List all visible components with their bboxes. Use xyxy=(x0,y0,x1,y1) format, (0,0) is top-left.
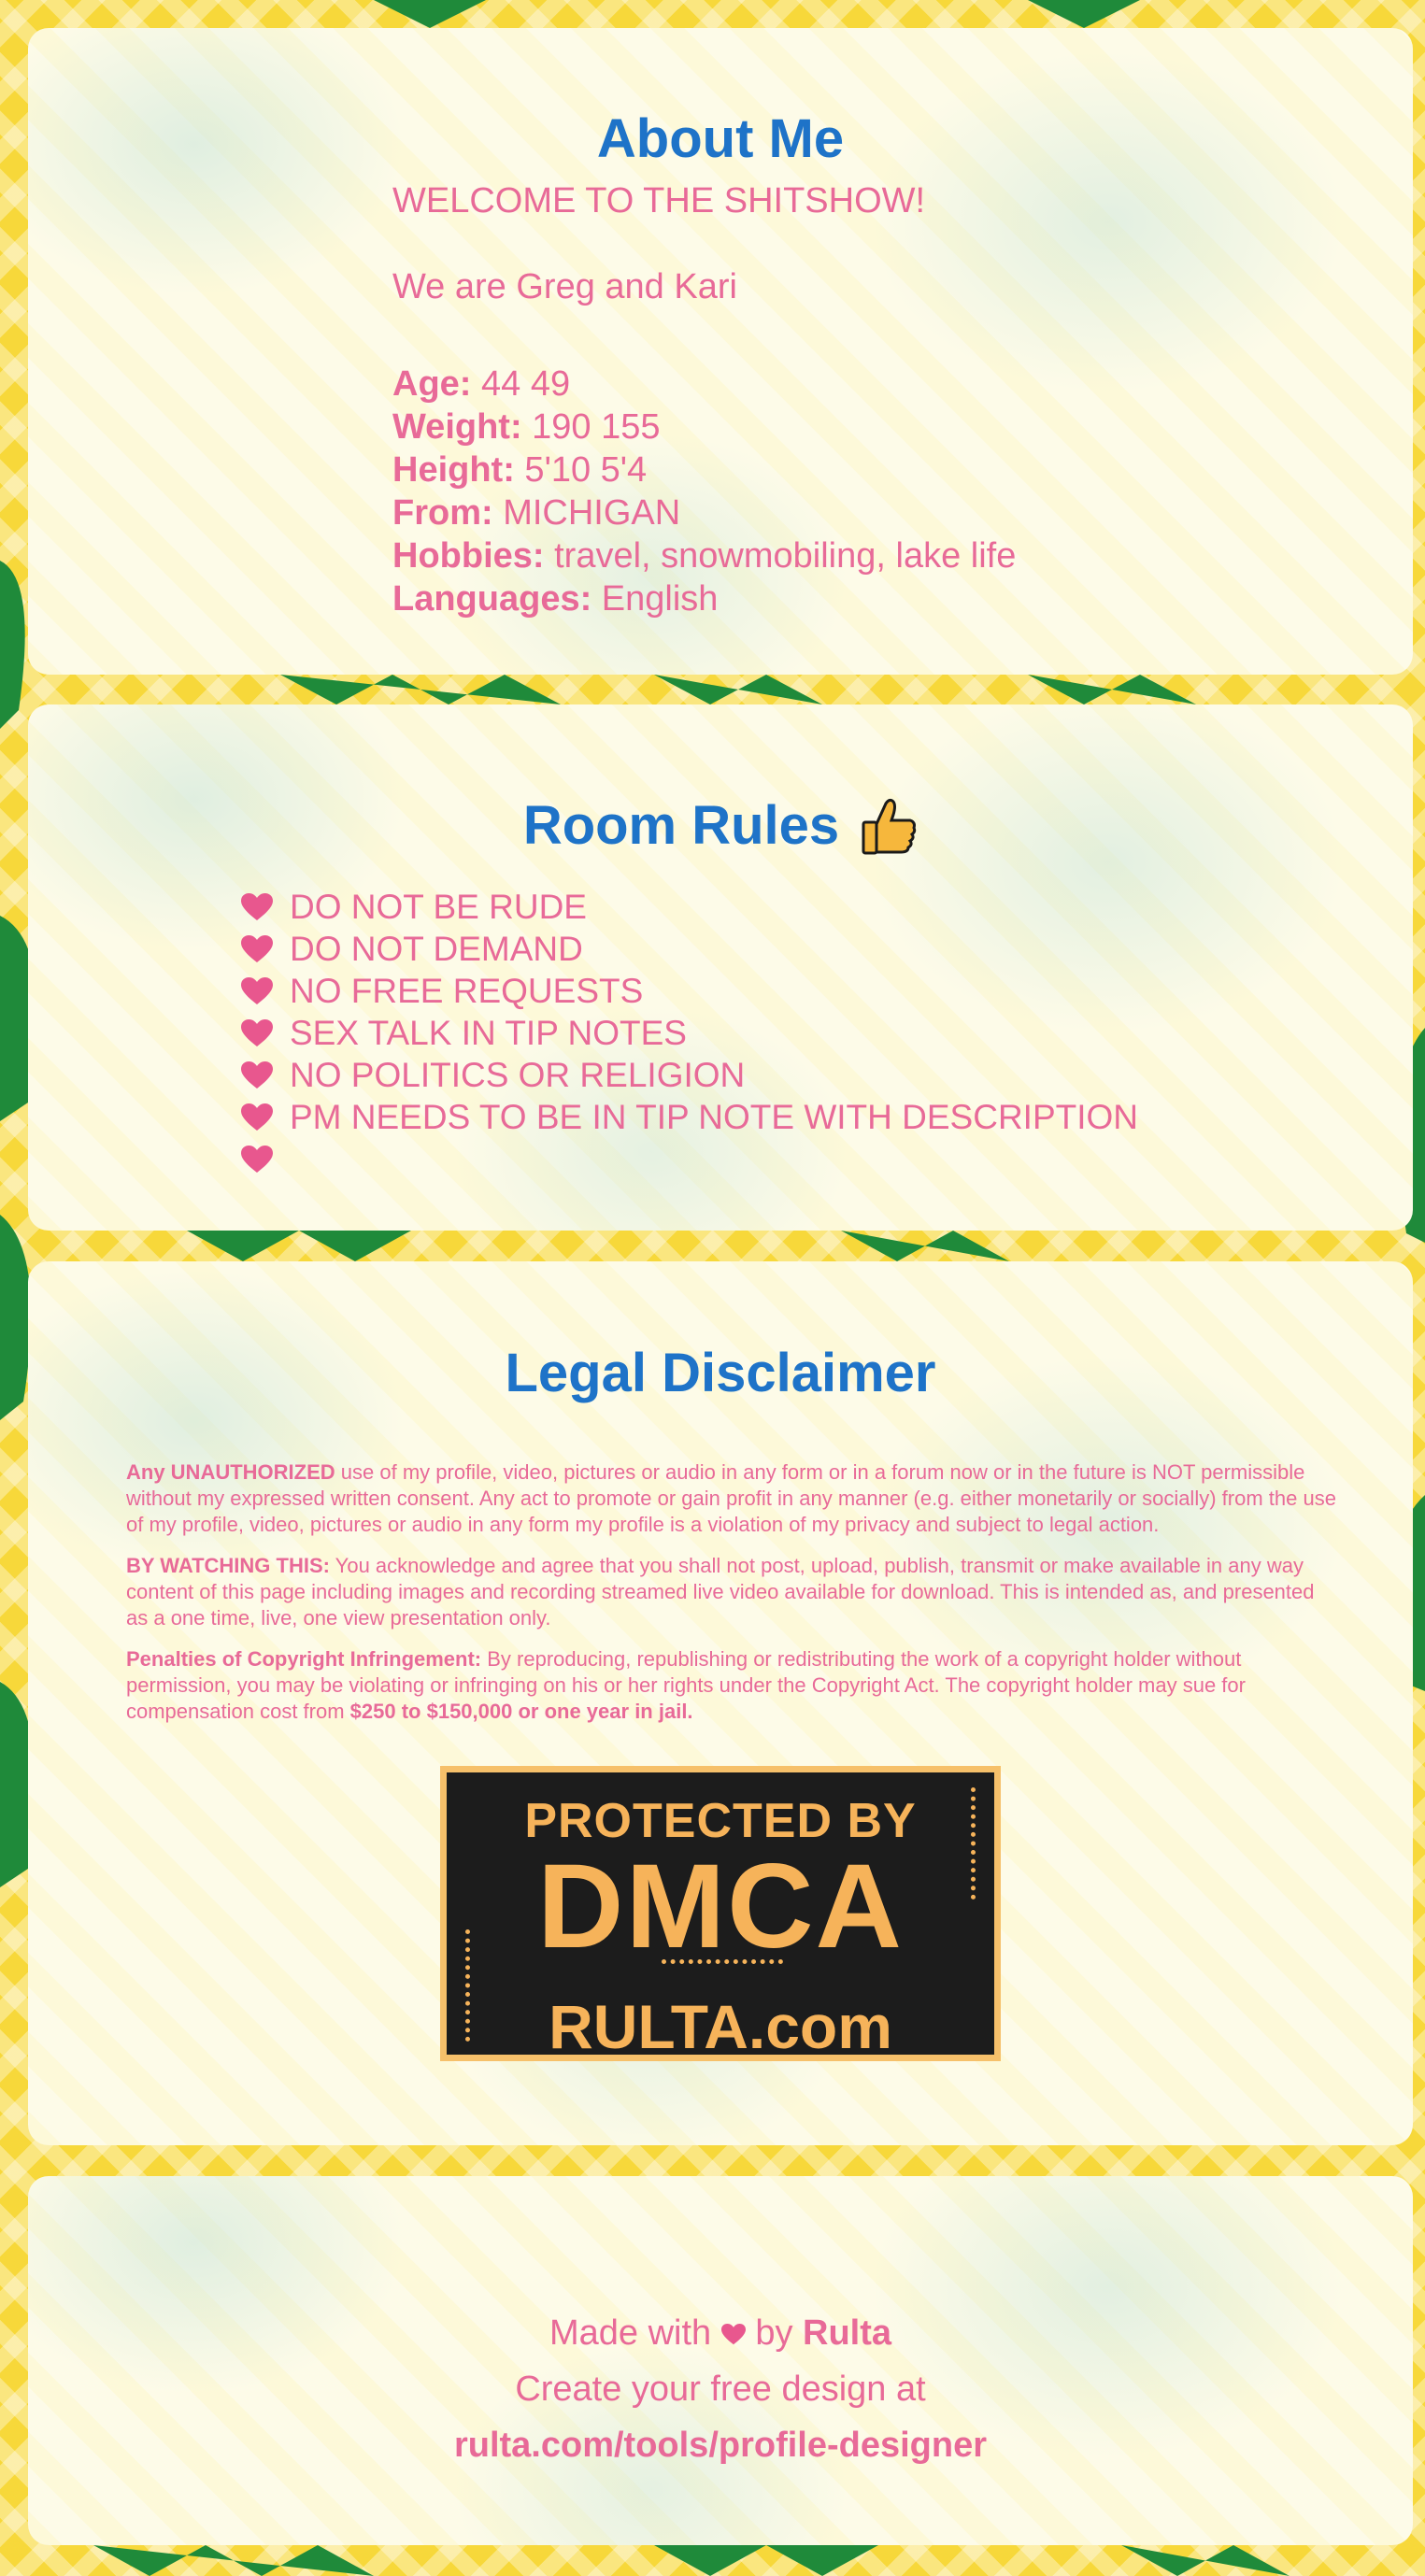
dmca-badge[interactable] xyxy=(440,1766,1001,2061)
rule-text: NO POLITICS OR RELIGION xyxy=(290,1055,746,1094)
legal-body xyxy=(126,1459,1341,1740)
heart-icon xyxy=(241,1061,273,1089)
penalties-text: By reproducing, republishing or redistributing the work of a copyright holder without permission, you may be violating or infringing on his or her rights under the Copyright Act. The copyright holder may sue for compensation cost from xyxy=(126,1647,1246,1723)
footer-card xyxy=(28,2176,1413,2545)
list-item xyxy=(241,1096,1138,1138)
list-item xyxy=(241,1012,1138,1054)
age-label: Age: xyxy=(392,364,472,404)
weight-value: 190 155 xyxy=(521,407,661,447)
made-with-text: Made with xyxy=(549,2313,712,2353)
age-row xyxy=(392,363,1016,406)
watching-paragraph xyxy=(126,1553,1341,1631)
height-row xyxy=(392,448,1016,491)
about-me-heading: About Me xyxy=(596,108,845,169)
welcome-text: WELCOME TO THE SHITSHOW! xyxy=(392,181,926,221)
heart-icon xyxy=(241,1103,273,1131)
languages-label: Languages: xyxy=(392,579,592,619)
hobbies-row xyxy=(392,534,1016,577)
heart-icon xyxy=(241,1019,273,1047)
badge-line3: RULTA.com xyxy=(549,1992,892,2061)
badge-dots xyxy=(465,1929,470,2042)
legal-disclaimer-card xyxy=(28,1261,1413,2145)
languages-row xyxy=(392,577,1016,620)
badge-line1: PROTECTED BY xyxy=(524,1794,917,1848)
badge-line2: DMCA xyxy=(537,1840,904,1973)
unauthorized-lead: Any UNAUTHORIZED xyxy=(126,1460,335,1484)
thumbs-up-icon xyxy=(860,796,918,856)
brand-link[interactable]: Rulta xyxy=(803,2313,892,2353)
rule-text: NO FREE REQUESTS xyxy=(290,971,644,1010)
room-rules-card xyxy=(28,704,1413,1231)
from-label: From: xyxy=(392,493,493,533)
intro-text: We are Greg and Kari xyxy=(392,267,737,306)
rules-list xyxy=(241,886,1138,1180)
languages-value: English xyxy=(591,579,719,619)
rule-text: SEX TALK IN TIP NOTES xyxy=(290,1013,687,1052)
penalties-lead: Penalties of Copyright Infringement: xyxy=(126,1647,482,1671)
penalties-amount: $250 to $150,000 or one year in jail. xyxy=(349,1700,693,1723)
rule-text: DO NOT DEMAND xyxy=(290,929,583,968)
rule-text: DO NOT BE RUDE xyxy=(290,887,587,926)
list-item xyxy=(241,1054,1138,1096)
watching-text: You acknowledge and agree that you shall not post, upload, publish, transmit or make available in any way content of this page including images and recording streamed live video available for download. This is intended as, and presented as a one time, live, one view presentation only. xyxy=(126,1554,1315,1630)
rule-text: PM NEEDS TO BE IN TIP NOTE WITH DESCRIPTION xyxy=(290,1097,1138,1136)
badge-dots xyxy=(662,1959,783,1964)
heart-icon xyxy=(241,1146,273,1174)
heart-icon xyxy=(241,935,273,963)
from-value: MICHIGAN xyxy=(492,493,681,533)
list-item xyxy=(241,886,1138,928)
weight-row xyxy=(392,406,1016,448)
about-me-card xyxy=(28,28,1413,675)
watching-lead: BY WATCHING THIS: xyxy=(126,1554,330,1577)
heart-icon xyxy=(721,2324,746,2345)
list-item xyxy=(241,1138,1138,1180)
create-design-text: Create your free design at xyxy=(515,2370,926,2409)
unauthorized-text: use of my profile, video, pictures or audio in any form or in a forum now or in the future is NOT permissible without my expressed written consent. Any act to promote or gain profit in any manner (e.g. either monetarily or socially) from the use of my profile, video, pictures or audio in any form my profile is a violation of my privacy and subject to legal action. xyxy=(126,1460,1336,1536)
by-text: by xyxy=(755,2313,793,2353)
age-value: 44 49 xyxy=(471,364,571,404)
about-me-body xyxy=(392,179,1016,620)
weight-label: Weight: xyxy=(392,407,522,447)
from-row xyxy=(392,491,1016,534)
profile-designer-link[interactable]: rulta.com/tools/profile-designer xyxy=(453,2426,988,2465)
unauthorized-paragraph xyxy=(126,1459,1341,1538)
hobbies-value: travel, snowmobiling, lake life xyxy=(544,536,1017,576)
made-with-line xyxy=(28,2305,1413,2361)
list-item xyxy=(241,928,1138,970)
height-value: 5'10 5'4 xyxy=(514,450,648,490)
badge-dots xyxy=(971,1787,976,1900)
hobbies-label: Hobbies: xyxy=(392,536,545,576)
footer-body xyxy=(28,2305,1413,2473)
heart-icon xyxy=(241,893,273,921)
legal-disclaimer-heading: Legal Disclaimer xyxy=(505,1343,936,1403)
room-rules-heading xyxy=(28,704,1413,857)
heart-icon xyxy=(241,977,273,1005)
height-label: Height: xyxy=(392,450,515,490)
room-rules-title: Room Rules xyxy=(522,795,840,856)
penalties-paragraph xyxy=(126,1646,1341,1725)
list-item xyxy=(241,970,1138,1012)
